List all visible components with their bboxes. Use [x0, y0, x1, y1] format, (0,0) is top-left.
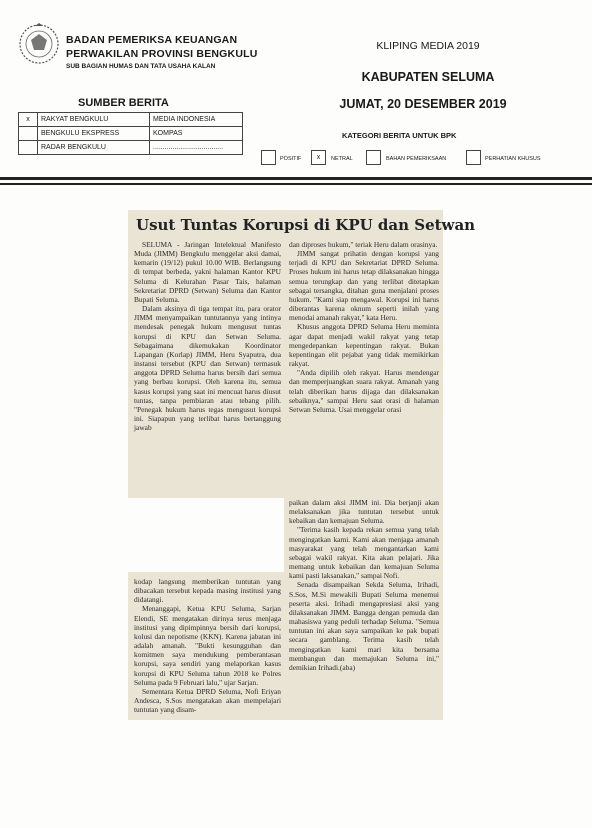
article-paragraph: Sementara Ketua DPRD Seluma, Nofi Eriyan Andesca, S.Sos mengatakan akan mempelajari tuntutan yang disam-: [134, 686, 281, 715]
article-title: Usut Tuntas Korupsi di KPU dan Setwan: [136, 216, 476, 234]
article-column-2: [289, 240, 439, 414]
article-paragraph: JIMM sangat prihatin dengan korupsi yang terjadi di KPU dan Sekretariat DPRD Seluma. Proses hukum ini harus tetap dilaksanakan hingga semua terungkap dan yang terlibat ditetapkan sebagai tersangka, ditahan guna menjalani proses hukum. "Kami siap mengawal. Korupsi ini harus diberantas karena oknum seperti inilah yang menodai amanah rakyat," kata Heru.: [289, 249, 439, 323]
article-column-4: [289, 498, 439, 672]
category-label: NETRAL: [331, 156, 353, 162]
source-name: MEDIA INDONESIA: [150, 113, 243, 127]
header-divider: [0, 183, 592, 185]
article-paragraph: "Anda dipilih oleh rakyat. Harus mendengar dan memperjuangkan suara rakyat. Amanah yang telah diberikan harus dijaga dan dilaksanakan sebaiknya," sampai Heru saat orasi di halaman Setwan Seluma. Usai menggelar orasi: [289, 368, 439, 414]
category-perhatian-checkbox[interactable]: [466, 150, 481, 165]
source-name: RAKYAT BENGKULU: [38, 113, 150, 127]
bpk-logo: [16, 22, 62, 66]
sources-row: [19, 141, 243, 155]
article-paragraph: dan diproses hukum," teriak Heru dalam orasinya.: [289, 240, 438, 249]
article-paragraph: Senada disampaikan Sekda Seluma, Irihadi, S.Sos, M.Si mewakili Bupati Seluma menemui peserta aksi. Irihadi mengapresiasi aksi yang dilaksanakan JIMM. Bangga dengan pemuda dan mahasiswa yang peduli terhadap Seluma. "Semua tuntutan ini akan saya sampaikan ke pak bupati secara gamblang. Terima kasih telah mengingatkan kami mari kita bersama membangun dan memajukan Seluma ini," demikian Irihadi.(aba): [289, 580, 439, 672]
category-label: BAHAN PEMERIKSAAN: [386, 156, 447, 162]
org-branch: PERWAKILAN PROVINSI BENGKULU: [66, 48, 258, 60]
sources-row: [19, 127, 243, 141]
kliping-label: KLIPING MEDIA 2019: [376, 40, 480, 52]
source-name: BENGKULU EKSPRESS: [38, 127, 150, 141]
article-column-1: [134, 240, 281, 432]
article-paragraph: SELUMA - Jaringan Intelektual Manifesto Muda (JIMM) Bengkulu menggelar aksi damai, kemarin (19/12) pukul 10.00 WIB. Berlangsung di tempat berbeda, yakni halaman Kantor KPU Seluma di Kelurahan Pasar Tais, halaman Sekretariat DPRD (Setwan) Seluma dan Kantor Bupati Seluma.: [134, 240, 281, 304]
source-mark: x: [19, 113, 38, 127]
article-paragraph: Menanggapi, Ketua KPU Seluma, Sarjan Elendi, SE mengatakan dirinya terus menjaga institusi yang dipimpinnya bersih dari korupsi, kolusi dan nepotisme (KKN). Karena jabatan ini adalah amanah. "Bukti kesungguhan dan komitmen saya mendukung pemberantasan korupsi, saya sendiri yang melaporkan kasus korupsi di KPU Seluma tahun 2018 ke Polres Seluma pada 9 Februari lalu," ujar Sarjan.: [134, 604, 281, 687]
sources-title: SUMBER BERITA: [78, 97, 169, 109]
org-name: BADAN PEMERIKSA KEUANGAN: [66, 34, 238, 46]
header-divider: [0, 177, 592, 180]
org-subunit: SUB BAGIAN HUMAS DAN TATA USAHA KALAN: [66, 63, 216, 70]
source-mark: [19, 141, 38, 155]
sources-table: [18, 112, 243, 155]
category-title: KATEGORI BERITA UNTUK BPK: [342, 131, 457, 140]
region-label: KABUPATEN SELUMA: [361, 70, 495, 84]
date-label: JUMAT, 20 DESEMBER 2019: [339, 97, 507, 111]
article-paragraph: "Terima kasih kepada rekan semua yang telah mengingatkan kami. Kami akan menjaga amanah masyarakat yang telah mengantarkan kami sebagai wakil rakyat. Kita akan pelajari. Jika memang untuk kebaikan dan kemajuan Seluma kami pasti laksanakan," sampai Nofi.: [289, 525, 439, 581]
source-name: ....................................: [150, 141, 243, 155]
article-paragraph: paikan dalam aksi JIMM ini. Dia berjanji akan melaksanakan jika tuntutan tersebut untuk kebaikan dan kemajuan Seluma.: [289, 498, 439, 526]
article-paragraph: Khusus anggota DPRD Seluma Heru meminta agar dapat menjadi wakil rakyat yang tetap mengedepankan kepentingan rakyat. Bukan kepentingan elit pejabat yang tidak memikirkan rakyat.: [289, 322, 439, 369]
category-label: POSITIF: [280, 156, 302, 162]
source-name: KOMPAS: [150, 127, 243, 141]
category-positif-checkbox[interactable]: [261, 150, 276, 165]
article-paragraph: kodap langsung memberikan tuntutan yang dibacakan tersebut kepada masing institusi yang didatangi.: [134, 577, 281, 605]
article-paragraph: Dalam aksinya di tiga tempat itu, para orator JIMM menyampaikan tuntutannya yang intinya mendesak penegak hukum mengusut tuntas korupsi di KPU dan Setwan Seluma. Sebagaimana dikemukakan Koordinator Lapangan (Korlap) JIMM, Heru Syaputra, dua instansi tersebut (KPU dan Setwan) termasuk anggota DPRD Seluma harus bersih dari semua yang berbau korupsi. Oleh karena itu, semua kasus korupsi yang saat ini mencuat harus diusut tuntas, tanpa pembiaran atau tebang pilih. "Penegak hukum harus tegas mengusut korupsi ini. Siapapun yang terlibat harus bertanggung jawab: [134, 304, 281, 433]
sources-row: [19, 113, 243, 127]
category-bahan-checkbox[interactable]: [366, 150, 381, 165]
category-netral-checkbox[interactable]: x: [311, 150, 326, 165]
source-name: RADAR BENGKULU: [38, 141, 150, 155]
article-column-3: [134, 577, 281, 714]
source-mark: [19, 127, 38, 141]
category-label: PERHATIAN KHUSUS: [485, 156, 541, 162]
